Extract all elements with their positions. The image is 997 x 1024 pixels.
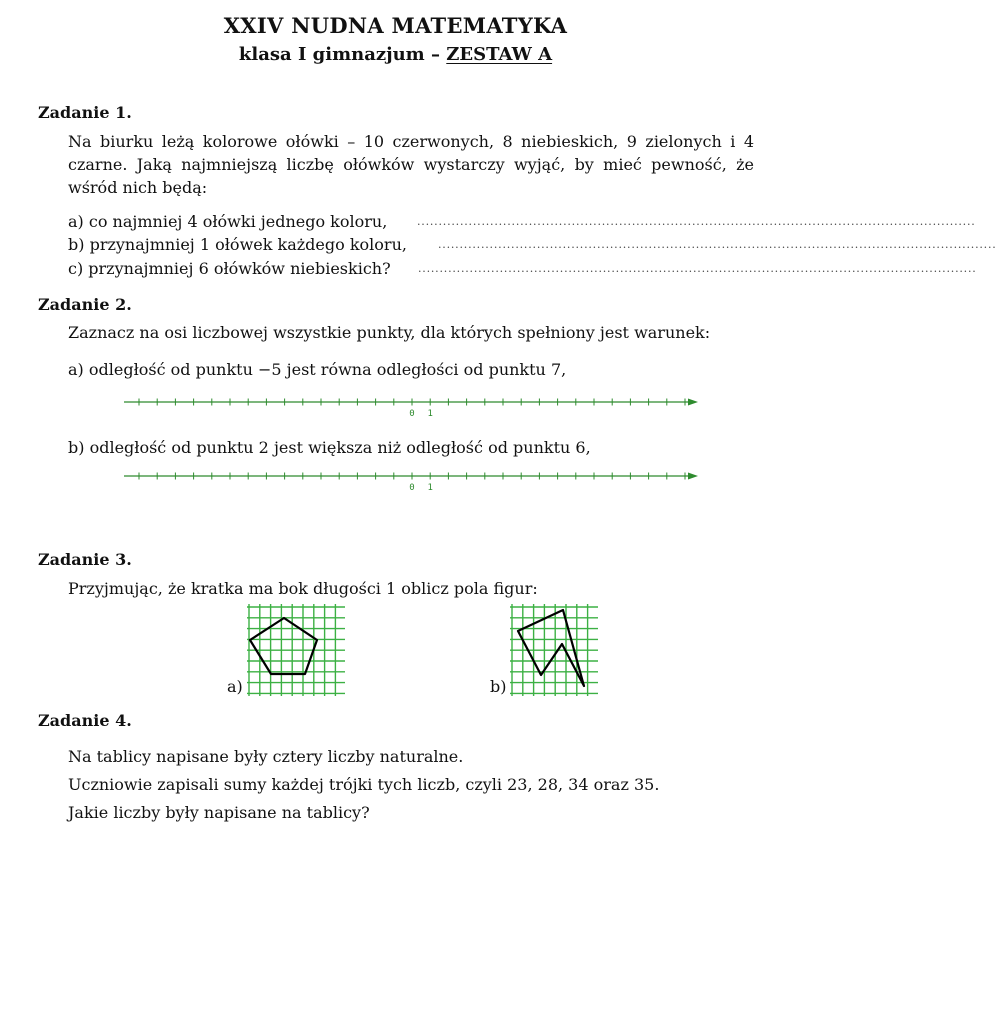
task4-line-1: Na tablicy napisane były cztery liczby naturalne. xyxy=(68,747,464,766)
task1-answer-line-b[interactable]: .................................................................................................................................. xyxy=(438,238,997,251)
figure-b-grid xyxy=(510,604,598,696)
task3-heading: Zadanie 3. xyxy=(38,550,132,569)
axis-label-zero: 0 xyxy=(409,409,415,419)
page-subtitle xyxy=(0,44,791,65)
task1-answer-line-a[interactable]: .................................................................................................................................. xyxy=(417,215,976,228)
task2-intro: Zaznacz na osi liczbowej wszystkie punkty, dla których spełniony jest warunek: xyxy=(68,323,711,342)
task1-answer-line-c[interactable]: .................................................................................................................................. xyxy=(418,262,977,275)
number-line-b[interactable] xyxy=(120,464,700,498)
task1-item-b: b) przynajmniej 1 ołówek każdego koloru, xyxy=(68,235,407,254)
irregular-polygon-shape xyxy=(518,610,584,686)
figure-b-label: b) xyxy=(490,677,507,696)
page-title: XXIV NUDNA MATEMATYKA xyxy=(223,13,568,38)
task3-intro: Przyjmując, że kratka ma bok długości 1 oblicz pola figur: xyxy=(68,579,538,598)
number-line-a[interactable] xyxy=(120,390,700,424)
task2-item-a: a) odległość od punktu −5 jest równa odległości od punktu 7, xyxy=(68,360,567,379)
subtitle-class: klasa I gimnazjum – xyxy=(238,44,440,65)
figure-a-grid xyxy=(247,604,345,696)
figure-a-label: a) xyxy=(227,677,243,696)
subtitle-set: ZESTAW A xyxy=(446,44,553,65)
number-line-b-svg[interactable] xyxy=(120,464,700,498)
axis-label-one: 1 xyxy=(427,483,433,493)
figure-b xyxy=(510,604,598,696)
task1-heading: Zadanie 1. xyxy=(38,103,132,122)
task1-item-c: c) przynajmniej 6 ołówków niebieskich? xyxy=(68,259,391,278)
axis-label-zero: 0 xyxy=(409,483,415,493)
axis-label-one: 1 xyxy=(427,409,433,419)
task2-heading: Zadanie 2. xyxy=(38,295,132,314)
task4-line-2: Uczniowie zapisali sumy każdej trójki tych liczb, czyli 23, 28, 34 oraz 35. xyxy=(68,775,660,794)
number-line-a-svg[interactable] xyxy=(120,390,700,424)
task2-item-b: b) odległość od punktu 2 jest większa niż odległość od punktu 6, xyxy=(68,438,591,457)
task1-intro: Na biurku leżą kolorowe ołówki – 10 czerwonych, 8 niebieskich, 9 zielonych i 4 czarne. Jaką najmniejszą liczbę ołówków wystarczy wyjąć, by mieć pewność, że wśród nich będą: xyxy=(68,132,754,197)
task4-line-3: Jakie liczby były napisane na tablicy? xyxy=(68,803,370,822)
task4-heading: Zadanie 4. xyxy=(38,711,132,730)
task1-item-a: a) co najmniej 4 ołówki jednego koloru, xyxy=(68,212,388,231)
figure-a xyxy=(247,604,345,696)
